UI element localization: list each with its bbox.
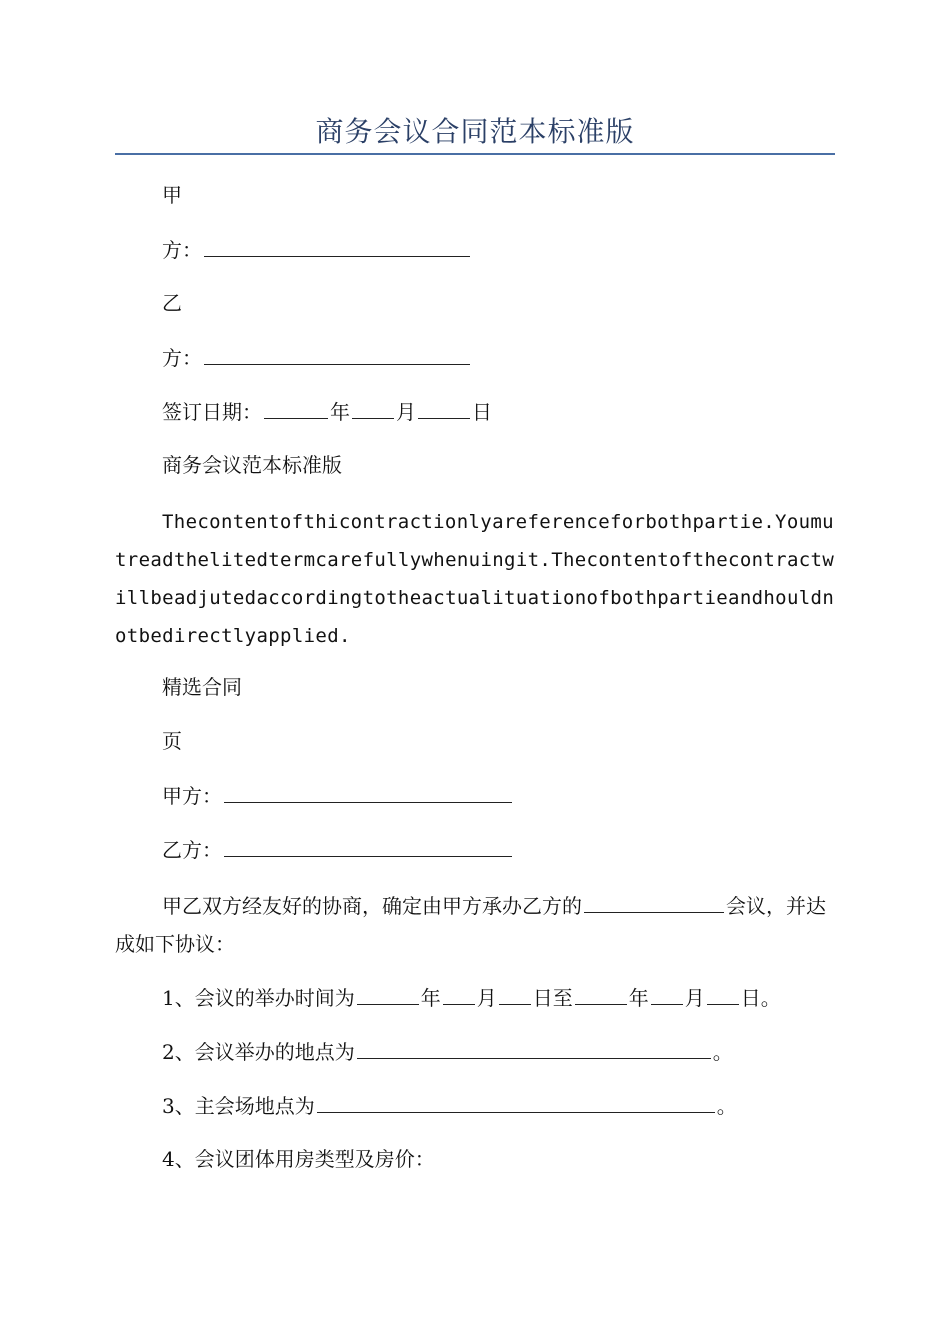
month-blank xyxy=(352,396,394,419)
item-3-text: 3、主会场地点为 xyxy=(162,1094,315,1118)
meeting-name-blank xyxy=(584,890,724,913)
party-a-blank xyxy=(204,234,470,257)
sign-date-label: 签订日期： xyxy=(162,400,262,424)
party-b-line xyxy=(162,342,472,373)
item-1-text: 1、会议的举办时间为 xyxy=(162,986,355,1010)
agreement-pre: 甲乙双方经友好的协商，确定由甲方承办乙方的 xyxy=(162,894,582,918)
day-label: 日 xyxy=(472,400,492,424)
party-b-full-blank xyxy=(224,834,512,857)
item-3-period: 。 xyxy=(716,1094,737,1118)
subtitle: 商务会议范本标准版 xyxy=(162,453,342,477)
end-year-label: 年 xyxy=(628,986,649,1010)
title-underline xyxy=(115,153,835,155)
party-a-full-label: 甲方： xyxy=(162,784,222,808)
party-a-full-line xyxy=(162,780,514,811)
main-hall-blank xyxy=(317,1090,715,1113)
section-selected-contract: 精选合同 xyxy=(162,675,242,699)
start-year-label: 年 xyxy=(420,986,441,1010)
year-blank xyxy=(264,396,328,419)
party-a-line xyxy=(162,234,472,265)
agreement-paragraph xyxy=(115,887,835,963)
end-day-blank xyxy=(707,982,739,1005)
document-title: 商务会议合同范本标准版 xyxy=(315,115,635,148)
start-day-to-label: 日至 xyxy=(532,986,573,1010)
start-month-label: 月 xyxy=(476,986,497,1010)
party-b-char: 乙 xyxy=(162,291,182,315)
party-a-full-blank xyxy=(224,780,512,803)
end-month-label: 月 xyxy=(684,986,705,1010)
year-label: 年 xyxy=(330,400,350,424)
party-b-full-label: 乙方： xyxy=(162,838,222,862)
item-2-line xyxy=(162,1036,733,1067)
day-blank xyxy=(418,396,470,419)
party-b-full-line xyxy=(162,834,514,865)
section-page: 页 xyxy=(162,729,182,753)
item-3-line xyxy=(162,1090,737,1121)
english-paragraph: Thecontentofthicontractionlyareferenceforbothpartie.Youmutreadthelitedtermcarefullywhenuingit.Thecontentofthecontractwillbeadjutedaccordingtotheactualituationofbothpartieandhouldnotbedirectlyapplied. xyxy=(115,511,835,647)
item-2-text: 2、会议举办的地点为 xyxy=(162,1040,355,1064)
party-b-blank xyxy=(204,342,470,365)
party-a-label: 方： xyxy=(162,238,202,262)
item-4-line: 4、会议团体用房类型及房价： xyxy=(162,1147,435,1171)
end-month-blank xyxy=(651,982,683,1005)
end-day-label: 日。 xyxy=(740,986,781,1010)
sign-date-line xyxy=(162,396,492,427)
party-b-label: 方： xyxy=(162,346,202,370)
start-day-blank xyxy=(499,982,531,1005)
start-month-blank xyxy=(443,982,475,1005)
item-2-period: 。 xyxy=(712,1040,733,1064)
venue-blank xyxy=(357,1036,711,1059)
start-year-blank xyxy=(357,982,419,1005)
end-year-blank xyxy=(575,982,627,1005)
item-1-line xyxy=(162,982,781,1013)
month-label: 月 xyxy=(396,400,416,424)
agreement-post: 会议，并达成如下协议： xyxy=(115,894,826,956)
party-a-char: 甲 xyxy=(162,183,182,207)
